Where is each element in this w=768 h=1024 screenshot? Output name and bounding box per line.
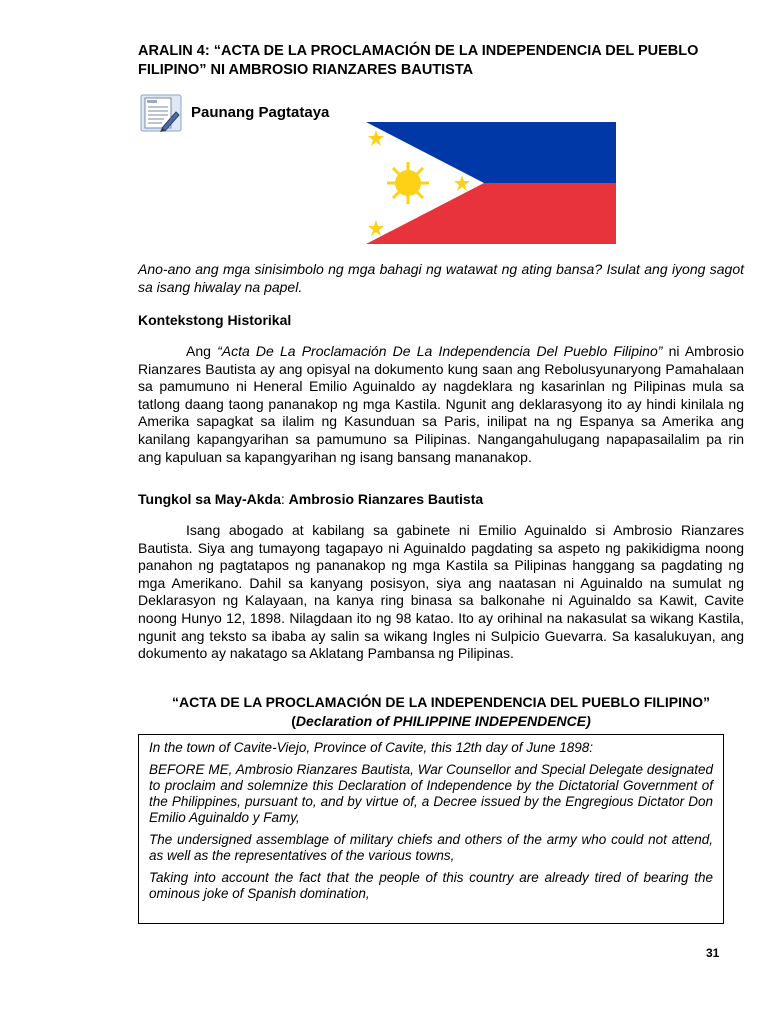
declaration-excerpt-box <box>138 734 724 924</box>
document-subtitle <box>138 712 744 731</box>
author-heading <box>138 491 483 507</box>
author-heading-name: Ambrosio Rianzares Bautista <box>288 491 484 507</box>
author-paragraph: Isang abogado at kabilang sa gabinete ni Emilio Aguinaldo si Ambrosio Rianzares Bautista. Siya ang tumayong tagapayo ni Aguinaldo pagdating sa aspeto ng pakikidigma noong panahon ng pagtatapos ng pananakop ng mga Kastila sa Pilipinas hanggang sa pagdating ng mga Amerikano. Dahil sa kanyang posisyon, siya ang naatasan ni Aguinaldo na sumulat ng Deklarasyon ng Kalayaan, na kanya ring binasa sa balkonahe ni Aguinaldo sa Kawit, Cavite noong Hunyo 12, 1898. Nilagdaan ito ng 98 katao. Ito ay orihinal na nakasulat sa wikang Kastila, ngunit ang teksto sa ibaba ay salin sa wikang Ingles ni Sulpicio Guevarra. Sa kasalukuyan, ang dokumento ay nakatago sa Aklatang Pambansa ng Pilipinas. <box>138 522 744 662</box>
declaration-paragraph: The undersigned assemblage of military chiefs and others of the army who could not attend, as well as the representatives of the various towns, <box>149 832 713 863</box>
document-title-line: “ACTA DE LA PROCLAMACIÓN DE LA INDEPENDENCIA DEL PUEBLO FILIPINO” <box>172 694 710 710</box>
test-paper-pencil-icon <box>140 94 184 134</box>
kontekstong-lead: Ang <box>186 343 218 359</box>
declaration-paragraph: In the town of Cavite-Viejo, Province of Cavite, this 12th day of June 1898: <box>149 740 594 755</box>
declaration-paragraph: Taking into account the fact that the people of this country are already tired of bearing the ominous joke of Spanish domination, <box>149 870 713 901</box>
kontekstong-body: ni Ambrosio Rianzares Bautista ay ang opisyal na dokumento kung saan ang Rebolusyunaryong Pamahalaan sa pamumuno ni Heneral Emilio Aguinaldo ay nagdeklara ng kasarinlan ng Pilipinas mula sa tatlong daang taong pananakop ng mga Kastila. Ngunit ang deklarasyong ito ay hindi kinilala ng Amerika sapagkat sa ilalim ng Kasunduan sa Paris, inilipat na ng Espanya sa Amerika ang kanilang kapangyarihan sa pamumuno sa Pilipinas. Nangangahulugang napapasailalim pa rin ang kapuluan sa kapangyarihan ng isang bansang mananakop. <box>138 343 744 465</box>
author-heading-colon: : <box>280 491 289 507</box>
subtitle-italic: Declaration of PHILIPPINE INDEPENDENCE) <box>295 713 591 729</box>
pretest-label: Paunang Pagtataya <box>191 104 330 121</box>
page-number: 31 <box>706 946 720 960</box>
kontekstong-paragraph <box>138 343 744 466</box>
subtitle-paren: ( <box>291 713 296 729</box>
lesson-title: ARALIN 4: “ACTA DE LA PROCLAMACIÓN DE LA INDEPENDENCIA DEL PUEBLO FILIPINO” NI AMBROSIO RIANZARES BAUTISTA <box>138 43 699 78</box>
document-title <box>138 693 744 731</box>
kontekstong-heading: Kontekstong Historikal <box>138 312 292 328</box>
declaration-paragraph: BEFORE ME, Ambrosio Rianzares Bautista, War Counsellor and Special Delegate designated to proclaim and solemnize this Declaration of Independence by the Dictatorial Government of the Philippines, pursuant to, and by virtue of, a Decree issued by the Engregious Dictator Don Emilio Aguinaldo y Famy, <box>149 762 713 825</box>
philippine-flag-image <box>366 122 616 244</box>
pretest-question: Ano-ano ang mga sinisimbolo ng mga bahagi ng watawat ng ating bansa? Isulat ang iyong sagot sa isang hiwalay na papel. <box>138 261 744 295</box>
kontekstong-italic-title: “Acta De La Proclamación De La Independencia Del Pueblo Filipino” <box>217 343 663 359</box>
author-heading-prefix: Tungkol sa May-Akda <box>138 491 281 507</box>
